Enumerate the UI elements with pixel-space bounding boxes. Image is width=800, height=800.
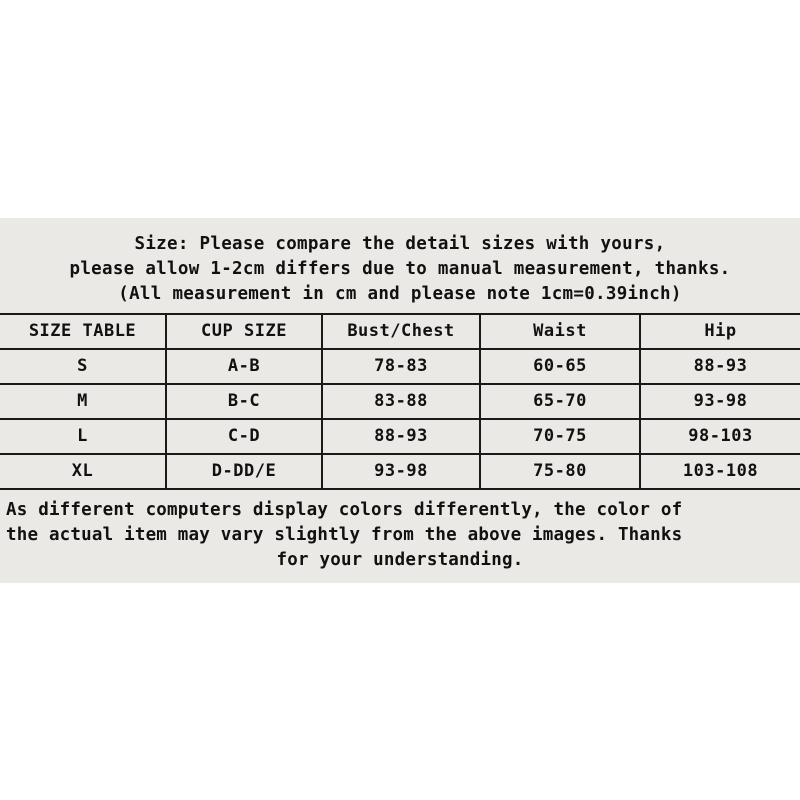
table-header-cell: Waist [480, 314, 640, 349]
intro-line-3: (All measurement in cm and please note 1cm=0.39inch) [118, 283, 682, 304]
table-cell: 88-93 [640, 349, 800, 384]
table-header-cell: CUP SIZE [166, 314, 322, 349]
table-cell: A-B [166, 349, 322, 384]
size-table [0, 313, 800, 490]
table-cell: D-DD/E [166, 454, 322, 489]
table-header-cell: SIZE TABLE [0, 314, 166, 349]
table-header-row [0, 314, 800, 349]
table-cell: B-C [166, 384, 322, 419]
table-cell: 75-80 [480, 454, 640, 489]
table-cell: 83-88 [322, 384, 480, 419]
table-cell: 103-108 [640, 454, 800, 489]
size-chart-card [0, 218, 800, 583]
color-disclaimer-block [0, 490, 800, 580]
table-cell: 65-70 [480, 384, 640, 419]
table-cell: S [0, 349, 166, 384]
table-cell: XL [0, 454, 166, 489]
table-cell: 78-83 [322, 349, 480, 384]
table-cell: 60-65 [480, 349, 640, 384]
table-cell: 98-103 [640, 419, 800, 454]
table-header-cell: Bust/Chest [322, 314, 480, 349]
table-cell: C-D [166, 419, 322, 454]
table-cell: 88-93 [322, 419, 480, 454]
table-cell: 70-75 [480, 419, 640, 454]
table-row [0, 384, 800, 419]
table-row [0, 349, 800, 384]
table-cell: L [0, 419, 166, 454]
disclaimer-line-3: for your understanding. [276, 550, 524, 571]
table-cell: M [0, 384, 166, 419]
table-row [0, 454, 800, 489]
table-cell: 93-98 [322, 454, 480, 489]
disclaimer-line-2: the actual item may vary slightly from the above images. Thanks [6, 524, 683, 545]
intro-line-2: please allow 1-2cm differs due to manual measurement, thanks. [69, 258, 731, 279]
intro-line-1: Size: Please compare the detail sizes with yours, [134, 234, 666, 254]
table-row [0, 419, 800, 454]
intro-text-block [0, 218, 800, 313]
table-cell: 93-98 [640, 384, 800, 419]
table-header-cell: Hip [640, 314, 800, 349]
disclaimer-line-1: As different computers display colors differently, the color of [6, 499, 683, 520]
